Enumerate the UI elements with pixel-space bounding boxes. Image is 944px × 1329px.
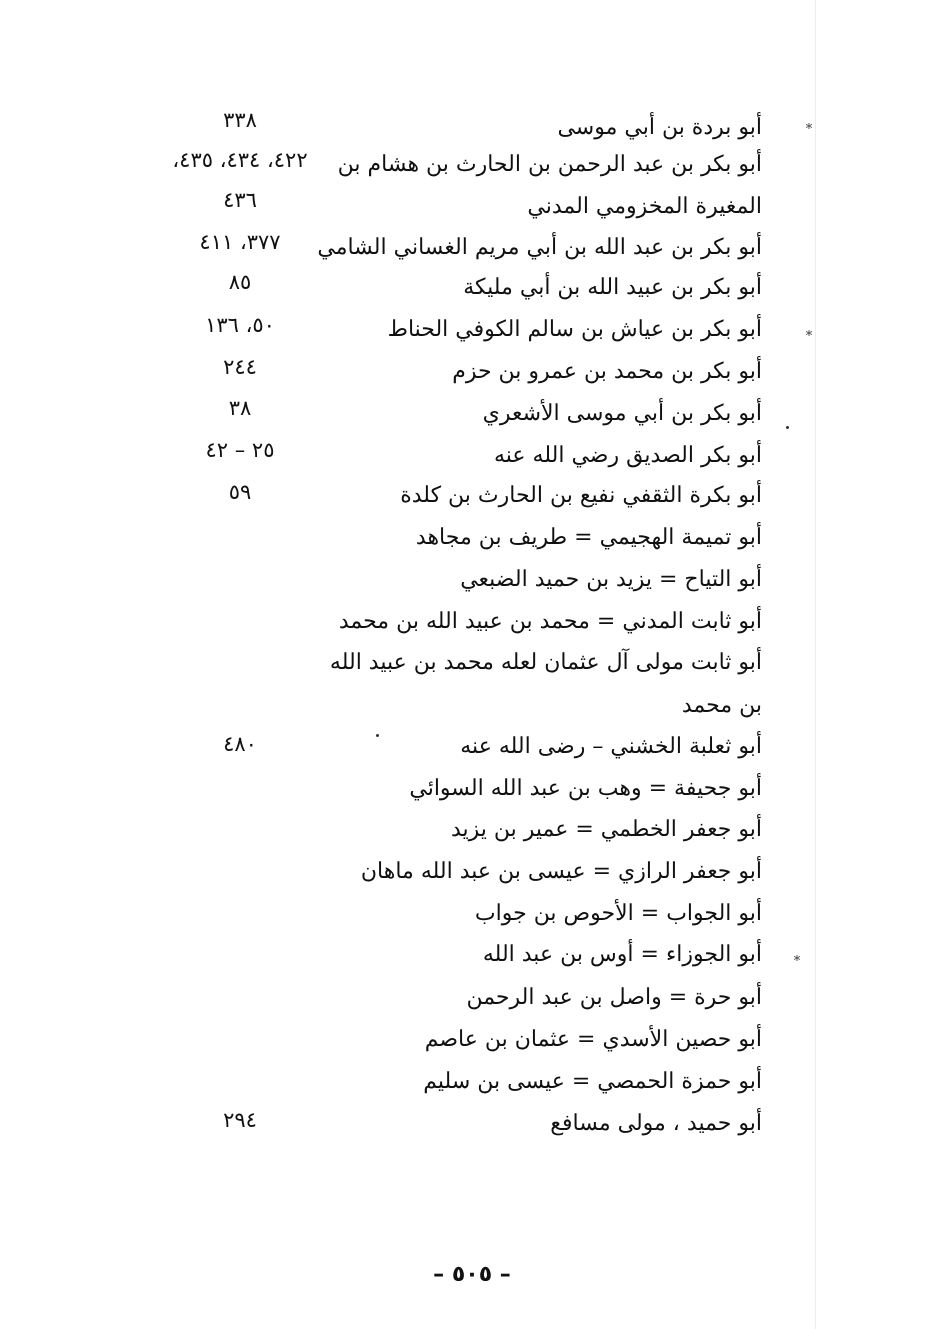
index-entry-name: أبو بكرة الثقفي نفيع بن الحارث بن كلدة — [400, 483, 762, 508]
asterisk-mark: * — [805, 329, 813, 344]
page-edge-line — [815, 0, 816, 1329]
index-entry-name: أبو الجوزاء = أوس بن عبد الله — [482, 942, 762, 967]
index-entry-pages: ٤٣٦ — [223, 188, 257, 212]
index-entry-pages: ٣٨ — [228, 396, 252, 420]
index-entry-name: أبو حمزة الحمصي = عيسى بن سليم — [423, 1069, 762, 1094]
stray-mark — [786, 426, 789, 429]
index-entry-pages: ٤٢٢، ٤٣٤، ٤٣٥، — [172, 148, 308, 172]
index-entry-pages: ٣٣٨ — [223, 108, 257, 132]
index-entry-name: أبو بكر بن أبي موسى الأشعري — [482, 401, 762, 426]
index-entry-name: أبو بكر بن محمد بن عمرو بن حزم — [452, 359, 762, 384]
index-entry-name: أبو جعفر الخطمي = عمير بن يزيد — [450, 817, 762, 842]
index-entry-name: أبو حصين الأسدي = عثمان بن عاصم — [424, 1027, 762, 1052]
index-entry-name: أبو الجواب = الأحوص بن جواب — [474, 901, 762, 926]
index-entry-name: أبو ثعلبة الخشني – رضى الله عنه — [460, 734, 762, 759]
index-entry-name: أبو بكر بن عبد الرحمن بن الحارث بن هشام بن — [337, 152, 762, 177]
index-entry-name: أبو بردة بن أبي موسى — [557, 115, 762, 140]
index-entry-pages: ٥٠، ١٣٦ — [205, 313, 275, 337]
index-entry-name: أبو التياح = يزيد بن حميد الضبعي — [460, 567, 762, 592]
page-number: – ٥٠٥ – — [433, 1262, 511, 1287]
index-entry-name: بن محمد — [681, 693, 762, 718]
index-entry-name: أبو تميمة الهجيمي = طريف بن مجاهد — [415, 525, 762, 550]
asterisk-mark: * — [805, 122, 813, 137]
index-entry-name: أبو بكر بن عبيد الله بن أبي مليكة — [463, 275, 762, 300]
index-entry-name: أبو جعفر الرازي = عيسى بن عبد الله ماهان — [360, 859, 762, 884]
index-entry-pages: ٣٧٧، ٤١١ — [199, 230, 281, 254]
index-entry-pages: ٤٨٠ — [223, 732, 257, 756]
index-entry-pages: ٥٩ — [228, 480, 252, 504]
index-entry-name: أبو حرة = واصل بن عبد الرحمن — [466, 985, 762, 1010]
index-entry-pages: ٢٤٤ — [223, 355, 257, 379]
index-entry-pages: ٨٥ — [228, 270, 252, 294]
index-entry-name: أبو بكر الصديق رضي الله عنه — [494, 443, 762, 468]
index-entry-name: المغيرة المخزومي المدني — [527, 194, 762, 219]
index-entry-name: أبو حميد ، مولى مسافع — [550, 1111, 762, 1136]
index-entry-pages: ٢٥ – ٤٢ — [205, 438, 275, 462]
index-entry-name: أبو بكر بن عبد الله بن أبي مريم الغساني الشامي — [317, 235, 762, 260]
index-entry-name: أبو جحيفة = وهب بن عبد الله السوائي — [409, 776, 762, 801]
index-entry-name: أبو ثابت مولى آل عثمان لعله محمد بن عبيد الله — [329, 650, 762, 675]
asterisk-mark: * — [793, 954, 801, 969]
index-entry-name: أبو بكر بن عياش بن سالم الكوفي الحناط — [387, 317, 762, 342]
index-entry-pages: ٢٩٤ — [223, 1108, 257, 1132]
index-entry-name: أبو ثابت المدني = محمد بن عبيد الله بن محمد — [338, 609, 762, 634]
